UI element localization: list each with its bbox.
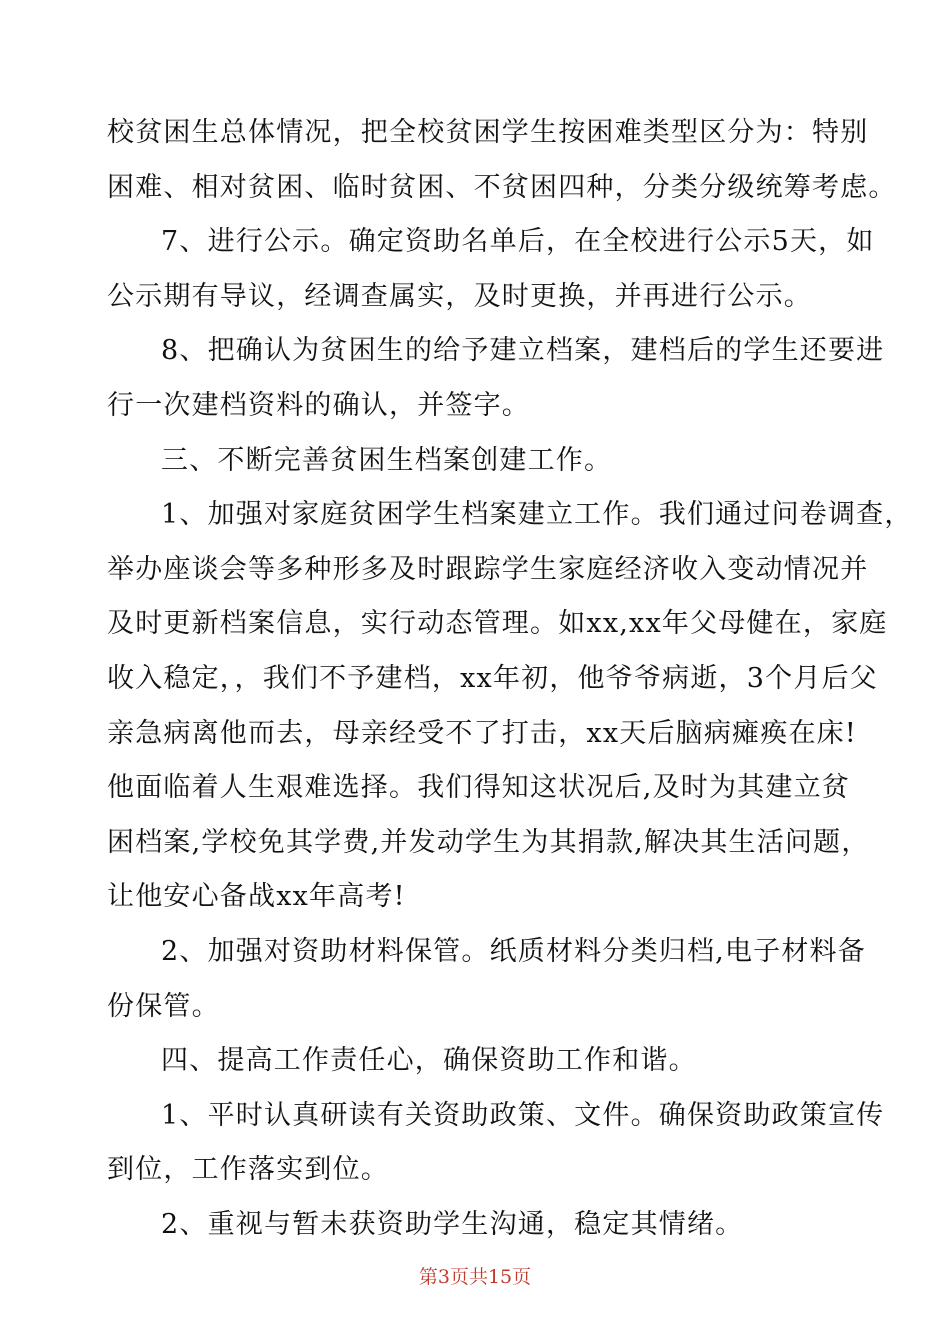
page-number-footer: 第3页共15页 bbox=[418, 1266, 532, 1288]
paragraph-line: 让他安心备战xx年高考! bbox=[107, 881, 406, 913]
paragraph-line: 举办座谈会等多种形多及时跟踪学生家庭经济收入变动情况并 bbox=[107, 553, 869, 585]
paragraph-line: 行一次建档资料的确认，并签字。 bbox=[107, 389, 530, 421]
paragraph-line: 2、加强对资助材料保管。纸质材料分类归档,电子材料备 bbox=[161, 935, 866, 967]
body-text bbox=[107, 106, 913, 1252]
section-heading: 三、不断完善贫困生档案创建工作。 bbox=[161, 444, 613, 476]
section-heading: 四、提高工作责任心，确保资助工作和谐。 bbox=[161, 1045, 697, 1077]
paragraph-line: 公示期有导议，经调查属实，及时更换，并再进行公示。 bbox=[107, 280, 812, 312]
paragraph-line: 收入稳定，，我们不予建档，xx年初，他爷爷病逝，3个月后父 bbox=[107, 662, 878, 694]
paragraph-line: 亲急病离他而去，母亲经受不了打击，xx天后脑病瘫痪在床! bbox=[107, 717, 857, 749]
paragraph-line: 到位，工作落实到位。 bbox=[107, 1154, 389, 1186]
paragraph-line: 他面临着人生艰难选择。我们得知这状况后,及时为其建立贫 bbox=[107, 772, 850, 804]
paragraph-line: 2、重视与暂未获资助学生沟通，稳定其情绪。 bbox=[161, 1208, 744, 1240]
paragraph-line: 困档案,学校免其学费,并发动学生为其捐款,解决其生活问题， bbox=[107, 826, 870, 858]
paragraph-line: 困难、相对贫困、临时贫困、不贫困四种，分类分级统筹考虑。 bbox=[107, 171, 897, 203]
paragraph-line: 8、把确认为贫困生的给予建立档案，建档后的学生还要进 bbox=[161, 335, 885, 367]
paragraph-line: 校贫困生总体情况，把全校贫困学生按困难类型区分为：特别 bbox=[107, 117, 869, 148]
paragraph-line: 7、进行公示。确定资助名单后，在全校进行公示5天，如 bbox=[161, 226, 875, 258]
paragraph-line: 份保管。 bbox=[107, 990, 220, 1022]
paragraph-line: 1、平时认真研读有关资助政策、文件。确保资助政策宣传 bbox=[161, 1099, 885, 1131]
paragraph-line: 及时更新档案信息，实行动态管理。如xx,xx年父母健在，家庭 bbox=[107, 608, 888, 640]
paragraph-line: 1、加强对家庭贫困学生档案建立工作。我们通过问卷调查， bbox=[161, 499, 913, 531]
